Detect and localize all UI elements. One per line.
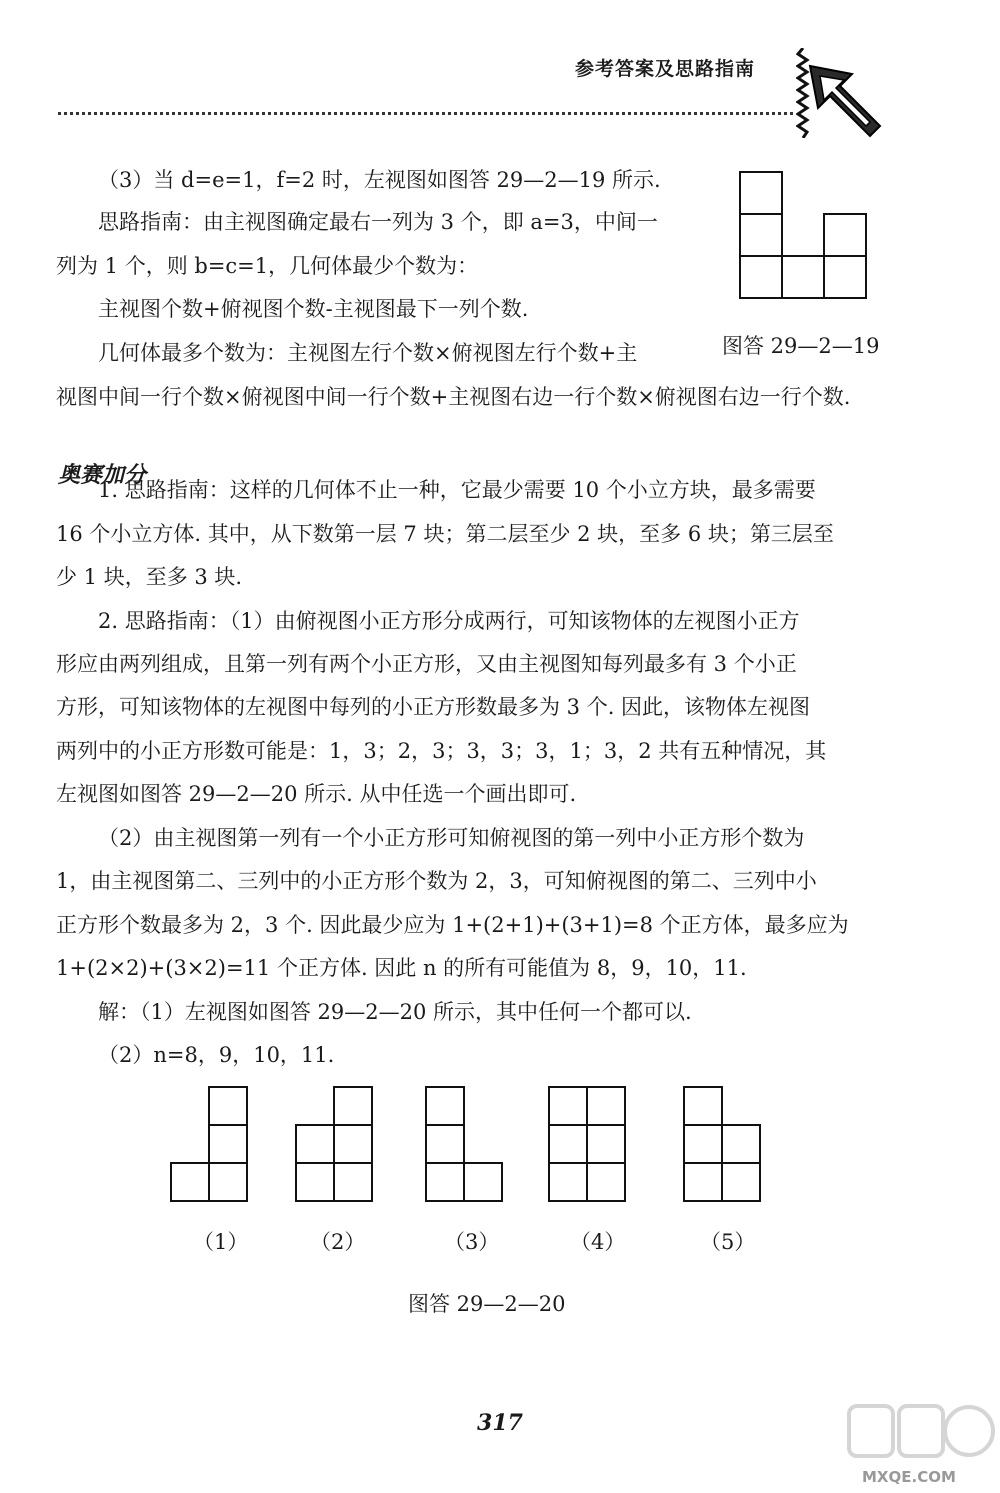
header-divider xyxy=(58,112,793,115)
figure-29-2-20-3 xyxy=(425,1086,505,1204)
part3-line1: （3）当 d=e=1，f=2 时，左视图如图答 29—2—19 所示. xyxy=(98,168,661,192)
bonus-p3-line1: （2）由主视图第一列有一个小正方形可知俯视图的第一列中小正方形个数为 xyxy=(98,826,805,850)
bonus-p1-line1: 1. 思路指南：这样的几何体不止一种，它最少需要 10 个小立方块，最多需要 xyxy=(98,478,816,502)
bonus-p2-line3: 方形，可知该物体的左视图中每列的小正方形数最多为 3 个. 因此，该物体左视图 xyxy=(56,695,811,719)
solution-line1: 解：（1）左视图如图答 29—2—20 所示，其中任何一个都可以. xyxy=(98,1000,692,1024)
figure-29-2-20-caption: 图答 29—2—20 xyxy=(408,1292,566,1316)
bonus-p3-line2: 1，由主视图第二、三列中的小正方形个数为 2，3，可知俯视图的第二、三列中小 xyxy=(56,869,817,893)
figure-29-2-20-2 xyxy=(295,1086,375,1204)
figure-label-1: （1） xyxy=(193,1230,249,1254)
figure-label-5: （5） xyxy=(700,1230,756,1254)
part3-line3: 列为 1 个，则 b=c=1，几何体最少个数为： xyxy=(56,254,479,278)
solution-line2: （2）n=8，9，10，11. xyxy=(98,1043,335,1067)
section-heading: 奥赛加分 xyxy=(58,463,147,488)
figure-29-2-20-1 xyxy=(170,1086,250,1204)
bonus-p3-line3: 正方形个数最多为 2，3 个. 因此最少应为 1+(2+1)+(3+1)=8 个正方体，最多应为 xyxy=(56,913,849,937)
bonus-p2-line2: 形应由两列组成，且第一列有两个小正方形，又由主视图知每列最多有 3 个小正 xyxy=(56,652,797,676)
bonus-p3-line4: 1+(2×2)+(3×2)=11 个正方体. 因此 n 的所有可能值为 8，9，10，11. xyxy=(56,956,747,980)
arrow-icon xyxy=(808,64,884,140)
part3-line2: 思路指南：由主视图确定最右一列为 3 个，即 a=3，中间一 xyxy=(98,210,658,234)
figure-29-2-19-caption: 图答 29—2—19 xyxy=(722,334,880,358)
figure-29-2-19 xyxy=(738,170,870,302)
page-number: 317 xyxy=(477,1410,523,1436)
watermark-text: MXQE.COM xyxy=(862,1468,956,1486)
bonus-p1-line3: 少 1 块，至多 3 块. xyxy=(56,565,243,589)
part3-line5: 几何体最多个数为：主视图左行个数×俯视图左行个数+主 xyxy=(98,341,638,365)
bonus-p2-line1: 2. 思路指南：（1）由俯视图小正方形分成两行，可知该物体的左视图小正方 xyxy=(98,609,800,633)
header-title: 参考答案及思路指南 xyxy=(575,58,756,80)
bonus-p2-line5: 左视图如图答 29—2—20 所示. 从中任选一个画出即可. xyxy=(56,782,577,806)
bonus-p2-line4: 两列中的小正方形数可能是：1，3；2，3；3，3；3，1；3，2 共有五种情况，其 xyxy=(56,739,827,763)
figure-29-2-20-4 xyxy=(548,1086,628,1204)
figure-label-3: （3） xyxy=(444,1230,500,1254)
figure-29-2-20-5 xyxy=(683,1086,763,1204)
part3-line6: 视图中间一行个数×俯视图中间一行个数+主视图右边一行个数×俯视图右边一行个数. xyxy=(56,385,851,409)
figure-label-2: （2） xyxy=(310,1230,366,1254)
figure-label-4: （4） xyxy=(570,1230,626,1254)
bonus-p1-line2: 16 个小立方体. 其中，从下数第一层 7 块；第二层至少 2 块，至多 6 块；第三层至 xyxy=(56,522,834,546)
part3-line4: 主视图个数+俯视图个数-主视图最下一列个数. xyxy=(98,297,529,321)
